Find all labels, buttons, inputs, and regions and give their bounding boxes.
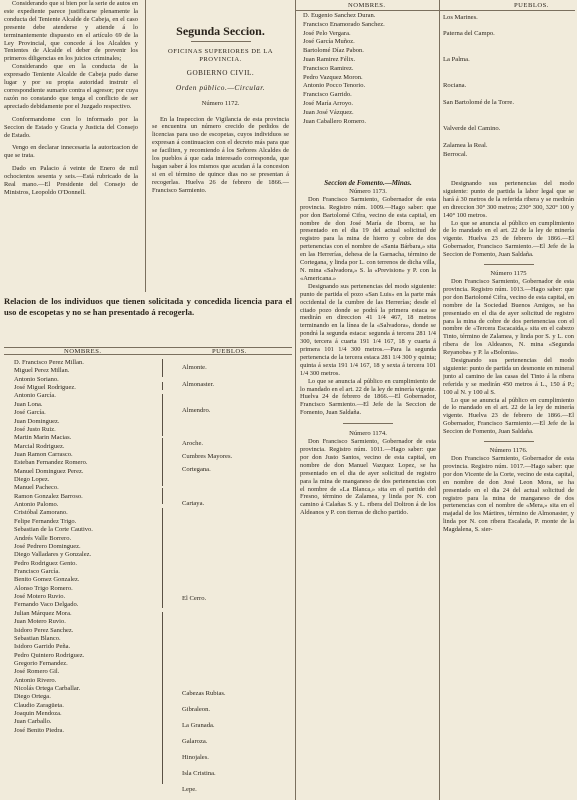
list-item: Sebastian Blanco. (14, 634, 61, 642)
list-item: Francisco Garrido. (303, 91, 352, 99)
notice-paragraph: Don Francisco Sarmiento, Gobernador de esta provincia. Registro núm. 1017.—Hago saber: que por don Vicente de la Corte, vecino de esta capital, en nombre de don José Leon Mora, se ha presentado en el dia 24 del actual solicitud de registro para la mina de manganeso de dos pertenencias con el nombre de «Mera,» sita en el majadal de los Mártires, término de Almonaster, y linda por N. con ribera Escalada, P. monte de la Magdalena, S. sier- (443, 455, 574, 534)
list-item: Bartolomé Díaz Pabon. (303, 47, 364, 55)
notice-paragraph: Designando sus pertenencias del modo siguiente: punto de partida un desmonte en mineral junto al camino de las casas del Tinto á la ribera referida y se medirán 450 metros á L., 150 á P.; 100 al N. y 100 al S. (443, 357, 574, 396)
town-label: Isla Cristina. (182, 770, 216, 777)
list-item: Martin Marin Macias. (14, 434, 72, 442)
divider (484, 264, 534, 265)
list-item: Juan Lona. (14, 400, 43, 408)
decree-paragraph: Dado en Palacio á veinte de Enero de mil ochocientos sesenta y seis.—Está rubricado de la Real mano.—El Presidente del Consejo de Ministros, Leopoldo O'Donnell. (4, 165, 138, 196)
list-item: Andrés Valle Borrero. (14, 534, 72, 542)
list-item: Juan Ramon Carrasco. (14, 450, 73, 458)
number-heading: Número 1172. (201, 99, 240, 107)
list-item: José Miguel Rodriguez. (14, 384, 76, 392)
town-label: Cortegana. (182, 466, 211, 473)
list-item: Diego Ortega. (14, 693, 51, 701)
list-item: José Justo Ruiz. (14, 425, 56, 433)
notice-paragraph: Lo que se anuncia al público en cumplimiento de lo mandado en el art. 22 de la ley de minería vigente. Huelva 24 de febrero de 1866.—El Gobernador, Francisco Sarmiento.—El Jefe de la Seccion de Fomento, Juan Saldaña. (300, 377, 436, 417)
notice-paragraph: Don Francisco Sarmiento, Gobernador de esta provincia. Registro núm. 1011.—Hago saber: que por don Justo Santos, vecino de esta capital, en nombre de don Manuel Vazquez Lopez, se ha presentado en el dia de ayer solicitud de registro para la mina de manganeso de dos pertenencias con el nombre de «La Blanca,» sita en el partido del Fresno, término de Zalamea, y linda por N. con camino á Calañas S. y L. ribera del Doltron á de los Aldeanos y P. con tierras de dicho partido. (300, 438, 436, 517)
list-item: José Romero Gil. (14, 668, 60, 676)
relacion-heading: Relacion de los individuos que tienen solicitada y concedida licencia para el uso de escopetas y no se han presentado á recogerla. (4, 296, 292, 317)
town-label: Valverde del Camino. (443, 125, 501, 132)
list-item: Pedro Vazquez Moron. (303, 73, 363, 81)
pueblos-header: PUEBLOS. (514, 2, 549, 9)
town-label: Aroche. (182, 440, 204, 447)
list-item: Gregorio Fernandez. (14, 659, 68, 667)
town-label: Lepe. (182, 786, 197, 793)
list-item: Fernando Vaco Delgado. (14, 601, 79, 609)
notice-paragraph: Don Francisco Sarmiento, Gobernador de esta provincia. Registro núm. 1013.—Hago saber: que por don Bartolomé Cifra, vecino de esta capital, en nombre de la Sociedad Buenos Amigos, se ha presentado en el dia de ayer solicitud de registro para la mina de cobre de dos pertenencias con el nombre de «Tercera Escacaida,» sita en el cabezo Tinto, término de Zalamea, y linda por S. y L. con ribera de los Aldeanos, N. mina «Segunda Reyanoba» y P. la «Bolonia». (443, 277, 574, 357)
notice-paragraph: Lo que se anuncia al público en cumplimiento de lo mandado en el art. 22 de la ley de minería vigente. Huelva 23 de febrero de 1866.—El Gobernador, Francisco Sarmiento.—El Jefe de la Seccion de Fomento, Juan Saldaña. (443, 396, 574, 436)
town-label: Cumbres Mayores. (182, 453, 233, 460)
list-item: Esteban Fernandez Romero. (14, 459, 88, 467)
number-heading: Número 1173. (349, 187, 387, 195)
list-item: Francisco Ramirez. (303, 64, 354, 72)
list-item: Antonio García. (14, 392, 56, 400)
decree-paragraph: Considerando que si bien por la serie de autos en este expediente parece justificarse plenamente la conducta del Teniente Alcalde de Cabeja, en el caso presente debe atenderse y atiende á lo terminantemente dispuesto en el artículo 69 de la Ley Provincial, que concede á los Alcaldes y Tenientes de Alcalde el deber de prevenir los primeros diligencias en los juicios criminales; (4, 0, 138, 63)
brace (162, 488, 167, 504)
list-item: D. Francisco Perez Millan. (14, 359, 84, 366)
decree-column (4, 0, 138, 292)
brace (162, 508, 167, 608)
list-item: Antonio Pocco Tenorio. (303, 82, 366, 90)
brace (162, 359, 167, 377)
nombres-header: NOMBRES. (64, 348, 102, 355)
list-item: Isidoro Perez Sanchez. (14, 626, 74, 634)
notice-paragraph: Lo que se anuncia al público en cumplimiento de lo mandado en el art. 22 de la ley de minería vigente. Huelva 23 de febrero de 1866.—El Gobernador, Francisco Sarmiento.—El Jefe de la Seccion de Fomento, Juan Saldaña. (443, 219, 574, 259)
column-rule (439, 0, 440, 800)
decree-paragraph: Vengo en declarar innecesaria la autorizacion de que se trata. (4, 144, 138, 160)
brace (162, 612, 167, 784)
list-item: José Motero Ruvio. (14, 593, 66, 601)
town-label: Hinojales. (182, 754, 209, 761)
town-label: Almendro. (182, 407, 211, 414)
list-item: Juan José Vázquez. (303, 108, 354, 116)
names-list (14, 359, 93, 735)
list-item: Francisco García. (14, 567, 60, 575)
town-label: San Bartolomé de la Torre. (443, 99, 515, 106)
decree-paragraph: Considerando que en la conducta de la expresado Teniente Alcalde de Cabeja pudo darse lugar y por su propia autoridad instruir el correspondiente sumario contra el agresor; por cuya razón no constando que tenga el conflicto de ser apreciado debidamente por el Juzgado respectivo. (4, 63, 138, 110)
town-label: Cartaya. (182, 500, 205, 507)
divider (191, 41, 251, 42)
town-label: Zalamea la Real. (443, 142, 488, 149)
column-rule (145, 0, 146, 292)
number-heading: Número 1174. (349, 430, 387, 438)
notice-paragraph: Don Francisco Sarmiento, Gobernador de esta provincia. Registro núm. 1009.—Hago saber: que por don Bartolomé Cifra, vecino de esta capital, en nombre de don José María de Iborra, se ha presentado en el dia 19 del actual solicitud de registro para la mina de hierro y cobre de dos pertenencias con el nombre de «Santa Bárbara,» sita en las Herrerías, dehesa de la Garnacha, término de Cortegana, y linda por L. con terrenos de dicha villa, N. mina «Salvadora,» S. la «Prevision» y P. con la «Americana.» (300, 195, 436, 282)
header-rule (4, 354, 292, 355)
list-item: José Benito Piedra. (14, 726, 65, 734)
list-item: José Pedrero Dominguez. (14, 542, 81, 550)
list-item: Juan Caballero Romero. (303, 117, 366, 125)
town-label: Gibraleon. (182, 706, 211, 713)
list-item: Joaquin Mendoza. (14, 710, 62, 718)
list-item: Alonso Trigo Romero. (14, 584, 73, 592)
list-item: Antonio Soriano. (14, 375, 59, 383)
list-item: Antonio Rivero. (14, 676, 57, 684)
town-label: Almonaster. (182, 381, 215, 388)
list-item: D. Eugenio Sanchez Duran. (303, 12, 376, 19)
header-rule (4, 347, 292, 348)
list-item: Juan Ramirez Félix. (303, 55, 356, 63)
section-title: Segunda Seccion. (176, 24, 265, 38)
divider (484, 441, 534, 442)
pueblos-header: PUEBLOS. (212, 348, 247, 355)
number-heading: Número 1176. (489, 447, 528, 455)
list-item: José García. (14, 409, 46, 417)
order-heading: Orden público.—Circular. (175, 82, 266, 92)
list-item: Juan Carballo. (14, 718, 52, 726)
list-item: Felipe Fernandez Trigo. (14, 517, 77, 525)
town-label: La Granada. (182, 722, 215, 729)
list-item: Marcial Rodriguez. (14, 442, 65, 450)
list-item: José García Muñoz. (303, 38, 355, 46)
town-label: Galaroza. (182, 738, 208, 745)
header-rule (295, 10, 575, 11)
list-item: Miguel Perez Millan. (14, 367, 70, 375)
brace (162, 438, 167, 486)
brace (162, 394, 167, 436)
town-label: Cabezas Rubias. (182, 690, 226, 697)
town-label: Berrocal. (443, 151, 468, 158)
list-item: Juan Dominguez. (14, 417, 60, 425)
list-item: Pedro Quintero Rodriguez. (14, 651, 85, 659)
list-item: Diego Lopez. (14, 476, 50, 484)
town-label: Los Marines. (443, 14, 478, 21)
list-item: Juan Motero Ruvio. (14, 618, 66, 626)
number-heading: Número 1175 (490, 270, 527, 278)
list-item: Isidoro Garrido Peña. (14, 643, 71, 651)
circular-text: En la Inspeccion de Vigilancia de esta provincia se encuentra un número crecido de pedidos de licencias para uso de escopetas, cuyos individuos se expresan á continuacion con el decreto más para que se faciliten, y recomiendo á los Señores Alcaldes de los pueblos á que cada interesado corresponda, que hagan saber á los mismos que acudan á la concesion si en el término de quince dias no se presentan á recogerlas. Huelva 26 de febrero de 1866.—Francisco Sarmiento. (152, 115, 289, 194)
list-item: Sebastian de la Corte Cautivo. (14, 526, 93, 534)
brace (162, 382, 167, 390)
list-item: Nicolás Ortega Carballar. (14, 685, 81, 693)
mining-column (300, 180, 436, 798)
divider (343, 423, 393, 424)
list-item: Cristóbal Zamorano. (14, 509, 68, 517)
town-label: El Cerro. (182, 595, 207, 602)
list-item: Francisco Enamorado Sanchez. (303, 20, 385, 28)
office-heading: OFICINAS SUPERIORES DE LA PROVINCIA. (167, 48, 273, 63)
nombres-header: NOMBRES. (348, 2, 386, 9)
list-item: Julian Márquez Mora. (14, 609, 72, 617)
list-item: José María Arroyo. (303, 99, 354, 107)
town-label: Almonte. (182, 364, 207, 371)
list-item: Pedro Rodriguez Gento. (14, 559, 78, 567)
section-heading: Seccion de Fomento.—Minas. (324, 180, 412, 187)
list-item: Claudio Zaragüeta. (14, 701, 64, 709)
list-item: José Pelo Vergara. (303, 29, 351, 37)
decree-paragraph: Conformandome con lo informado por la Seccion de Estado y Gracia y Justicia del Consejo de Estado. (4, 115, 138, 139)
town-label: Rociana. (443, 82, 467, 89)
list-item: Ramon Gonzalez Barroso. (14, 492, 83, 500)
notice-paragraph: Designando sus pertenencias del modo siguiente: punto de partida el pozo «San Luis» en la parte más occidental de la cumbre de las Herrerías; desde el citado pozo donde se podrá la primera estaca se medirán en direccion 41 1/4 467, 18 metros terminando en la línea de la «Salvadora», donde se pondrá la segunda estaca: segunda á tercera 281 1/4 300, tercera á cuarta 191 1/4 167, 18 y cuarta á primera 101 1/4 300 metros.—Para la segunda pertenencia de la tercera estaca 281 1/4 300 y quinta; quinta á sexta 191 1/4 167, 18 y sexta á tercera 101 1/4 300 metros. (300, 282, 436, 377)
column-rule (295, 0, 296, 800)
names-list (303, 12, 385, 126)
list-item: Manuel Pacheco. (14, 484, 59, 492)
town-label: La Palma. (443, 56, 470, 63)
list-item: Antonio Palomo. (14, 501, 59, 509)
mining-column-right (443, 180, 574, 798)
town-label: Paterna del Campo. (443, 30, 495, 37)
list-item: Manuel Dominguez Perez. (14, 467, 84, 475)
notice-paragraph: Designando sus pertenencias del modo siguiente: punto de partida la labor legal que se hará á 30 metros de la referida ribera y se medirán en direccion 30° 300 metros; 230° 300, 320° 100 y 140° 100 metros. (443, 180, 574, 219)
government-heading: GOBIERNO CIVIL. (186, 68, 255, 77)
second-section-column (152, 12, 289, 294)
list-item: Diego Valladares y Gonzalez. (14, 551, 92, 559)
list-item: Benito Gomez Gonzalez. (14, 576, 80, 584)
